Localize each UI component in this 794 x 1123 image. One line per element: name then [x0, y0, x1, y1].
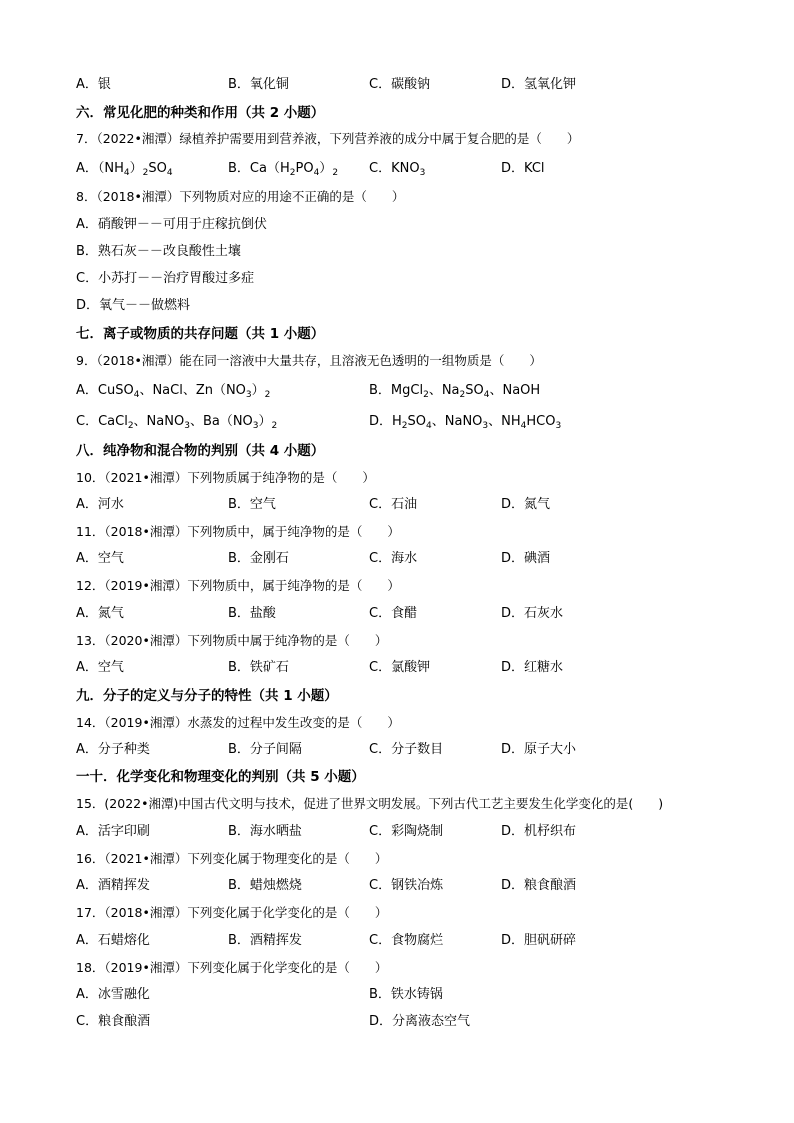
option-3-3: D．KCl	[501, 161, 545, 176]
question-text: 16．（2021•湘潭）下列变化属于物理变化的是（ ）	[76, 851, 388, 866]
option-27-2: C．彩陶烧制	[369, 824, 444, 839]
option-29-1: B．蜡烛燃烧	[228, 878, 302, 893]
option-3-2: C．$KNO_3$	[369, 161, 426, 178]
option-29-2: C．钢铁冶炼	[369, 878, 444, 893]
option-24-0: A．分子种类	[76, 742, 150, 757]
section-heading: 一十．化学变化和物理变化的判别（共 5 小题）	[76, 769, 365, 785]
question-text: 17．（2018•湘潭）下列变化属于化学变化的是（ ）	[76, 905, 388, 920]
option-21-1: B．铁矿石	[228, 660, 289, 675]
option-0-3: D．氢氧化钾	[501, 77, 577, 92]
option-29-3: D．粮食酿酒	[501, 878, 577, 893]
option-31-3: D．胆矾研碎	[501, 933, 577, 948]
option-11-0: A．CuSO$_4$、NaCl、$Zn(NO_3)_2$	[76, 383, 271, 400]
option-21-0: A．空气	[76, 660, 124, 675]
option-line: D．氧气－－做燃料	[76, 298, 191, 313]
option-24-1: B．分子间隔	[228, 742, 302, 757]
option-17-2: C．海水	[369, 551, 418, 566]
question-text: 8．（2018•湘潭）下列物质对应的用途不正确的是（ ）	[76, 189, 405, 204]
question-text: 13．（2020•湘潭）下列物质中属于纯净物的是（ ）	[76, 633, 388, 648]
question-text: 12．（2019•湘潭）下列物质中，属于纯净物的是（ ）	[76, 578, 400, 593]
option-17-3: D．碘酒	[501, 551, 551, 566]
option-15-1: B．空气	[228, 497, 276, 512]
option-21-2: C．氯酸钾	[369, 660, 431, 675]
question-text: 11．（2018•湘潭）下列物质中，属于纯净物的是（ ）	[76, 524, 400, 539]
question-text: 7．（2022•湘潭）绿植养护需要用到营养液，下列营养液的成分中属于复合肥的是（ ）	[76, 131, 580, 146]
option-line: B．熟石灰－－改良酸性土壤	[76, 244, 241, 259]
question-text: 18．（2019•湘潭）下列变化属于化学变化的是（ ）	[76, 960, 388, 975]
question-text: 9．（2018•湘潭）能在同一溶液中大量共存，且溶液无色透明的一组物质是（ ）	[76, 353, 542, 368]
option-3-1: B．$Ca(H_2PO_4)_2$	[228, 161, 339, 178]
option-19-1: B．盐酸	[228, 606, 276, 621]
option-19-3: D．石灰水	[501, 606, 564, 621]
option-12-1: D．$H_2SO_4$、NaNO$_3$、$NH_4HCO_3$	[369, 414, 562, 431]
option-27-0: A．活字印刷	[76, 824, 150, 839]
question-text: 15．(2022•湘潭)中国古代文明与技术，促进了世界文明发展。下列古代工艺主要发生化学变化的是( )	[76, 796, 664, 811]
option-21-3: D．红糖水	[501, 660, 564, 675]
option-34-0: C．粮食酿酒	[76, 1014, 151, 1029]
option-line: A．硝酸钾－－可用于庄稼抗倒伏	[76, 217, 267, 232]
section-heading: 七．离子或物质的共存问题（共 1 小题）	[76, 326, 325, 342]
section-heading: 六．常见化肥的种类和作用（共 2 小题）	[76, 105, 325, 121]
option-24-3: D．原子大小	[501, 742, 577, 757]
option-12-0: C．CaCl$_2$、NaNO$_3$、$Ba(NO_3)_2$	[76, 414, 278, 431]
option-15-3: D．氮气	[501, 497, 551, 512]
option-0-1: B．氧化铜	[228, 77, 289, 92]
option-31-0: A．石蜡熔化	[76, 933, 150, 948]
option-27-3: D．机杼织布	[501, 824, 577, 839]
option-11-1: B．MgCl$_2$、$Na_2SO_4$、NaOH	[369, 383, 541, 400]
option-15-2: C．石油	[369, 497, 418, 512]
question-text: 10．（2021•湘潭）下列物质属于纯净物的是（ ）	[76, 470, 375, 485]
option-19-0: A．氮气	[76, 606, 124, 621]
option-15-0: A．河水	[76, 497, 124, 512]
option-29-0: A．酒精挥发	[76, 878, 150, 893]
option-17-1: B．金刚石	[228, 551, 289, 566]
question-text: 14．（2019•湘潭）水蒸发的过程中发生改变的是（ ）	[76, 715, 400, 730]
option-17-0: A．空气	[76, 551, 124, 566]
option-31-1: B．酒精挥发	[228, 933, 302, 948]
option-33-1: B．铁水铸锅	[369, 987, 443, 1002]
section-heading: 九．分子的定义与分子的特性（共 1 小题）	[76, 688, 338, 704]
option-0-2: C．碳酸钠	[369, 77, 431, 92]
option-31-2: C．食物腐烂	[369, 933, 444, 948]
option-27-1: B．海水晒盐	[228, 824, 302, 839]
option-0-0: A．银	[76, 77, 111, 92]
section-heading: 八．纯净物和混合物的判别（共 4 小题）	[76, 443, 325, 459]
option-24-2: C．分子数目	[369, 742, 444, 757]
option-34-1: D．分离液态空气	[369, 1014, 471, 1029]
option-line: C．小苏打－－治疗胃酸过多症	[76, 271, 255, 286]
option-19-2: C．食醋	[369, 606, 418, 621]
option-33-0: A．冰雪融化	[76, 987, 150, 1002]
option-3-0: A．$(NH_4)_2SO_4$	[76, 161, 173, 178]
